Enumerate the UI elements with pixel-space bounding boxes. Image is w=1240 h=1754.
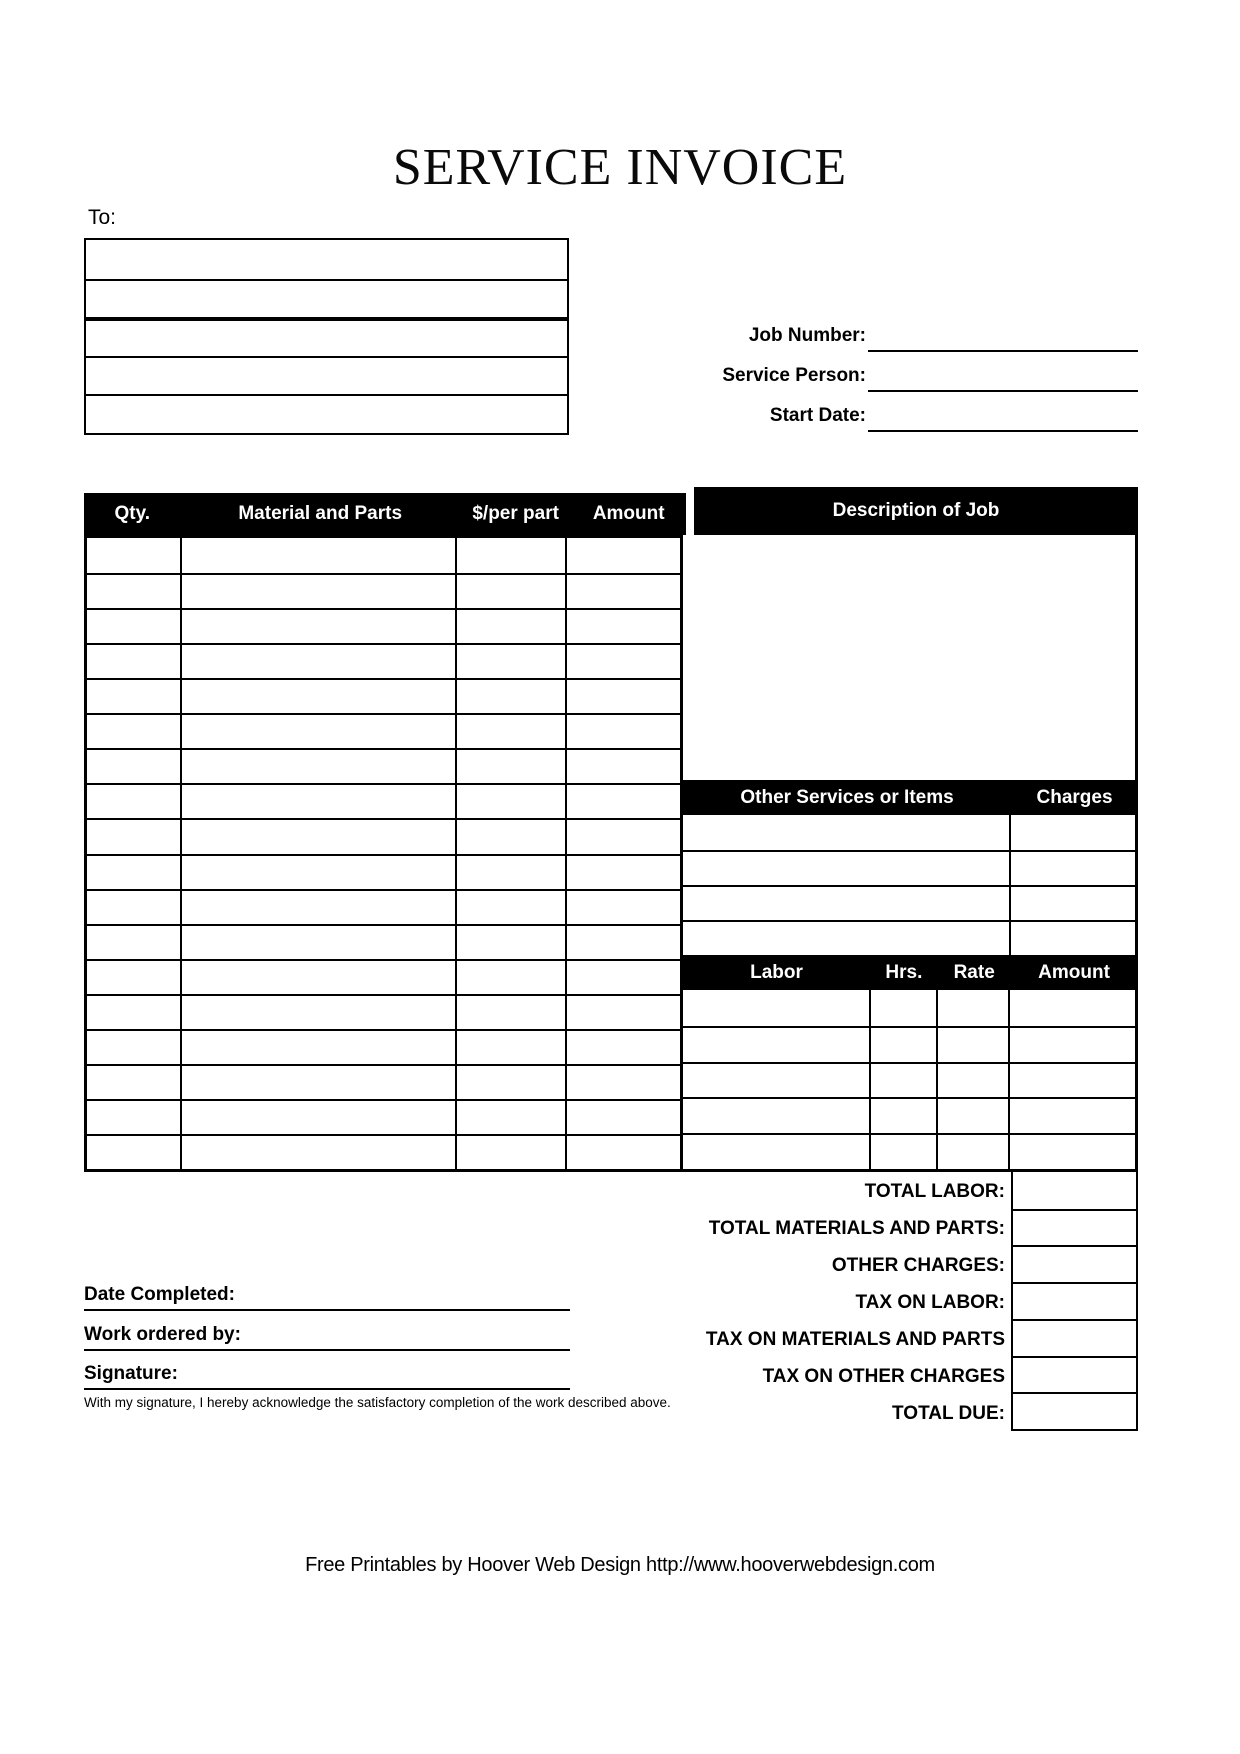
materials-cell[interactable]: [457, 856, 567, 889]
materials-row: [87, 854, 680, 889]
totals-label: TAX ON LABOR:: [855, 1292, 1005, 1313]
materials-row: [87, 1134, 680, 1169]
materials-cell[interactable]: [567, 680, 680, 713]
amount-column-header: Amount: [592, 503, 665, 524]
materials-cell[interactable]: [567, 715, 680, 748]
materials-cell[interactable]: [87, 1101, 182, 1134]
materials-cell[interactable]: [182, 926, 457, 959]
materials-cell[interactable]: [182, 645, 457, 678]
service-person-label: Service Person:: [722, 365, 866, 386]
materials-cell[interactable]: [567, 645, 680, 678]
labor-cell[interactable]: [869, 1135, 936, 1169]
materials-table-body: [84, 535, 683, 1172]
totals-label: TOTAL MATERIALS AND PARTS:: [708, 1218, 1005, 1239]
other-services-row: [683, 850, 1135, 885]
labor-cell[interactable]: [683, 1064, 869, 1098]
materials-cell[interactable]: [457, 750, 567, 783]
materials-cell[interactable]: [457, 785, 567, 818]
labor-row: [683, 1026, 1135, 1062]
materials-cell[interactable]: [182, 1066, 457, 1099]
labor-cell[interactable]: [869, 1064, 936, 1098]
other-services-cell[interactable]: [683, 922, 1009, 955]
materials-cell[interactable]: [87, 645, 182, 678]
materials-cell[interactable]: [567, 575, 680, 608]
description-of-job-area[interactable]: [683, 535, 1138, 780]
charges-header: Charges: [1036, 786, 1113, 808]
recipient-address-row[interactable]: [86, 356, 567, 395]
materials-cell[interactable]: [182, 1031, 457, 1064]
totals-label: TAX ON OTHER CHARGES: [762, 1366, 1005, 1387]
materials-cell[interactable]: [457, 680, 567, 713]
materials-cell[interactable]: [182, 538, 457, 573]
materials-row: [87, 818, 680, 853]
materials-cell[interactable]: [567, 1101, 680, 1134]
qty-column-header: Qty.: [114, 503, 151, 524]
materials-row: [87, 924, 680, 959]
signature-input-line[interactable]: [84, 1362, 570, 1390]
materials-cell[interactable]: [87, 680, 182, 713]
other-services-cell[interactable]: [1009, 815, 1135, 850]
materials-cell[interactable]: [567, 785, 680, 818]
materials-row: [87, 538, 680, 573]
materials-cell[interactable]: [567, 926, 680, 959]
totals-value-cell[interactable]: [1013, 1172, 1136, 1209]
start-date-label: Start Date:: [769, 405, 866, 426]
totals-label: OTHER CHARGES:: [831, 1255, 1005, 1276]
labor-row: [683, 1062, 1135, 1098]
labor-cell[interactable]: [936, 990, 1008, 1026]
materials-cell[interactable]: [87, 785, 182, 818]
other-services-cell[interactable]: [683, 852, 1009, 885]
materials-cell[interactable]: [457, 538, 567, 573]
labor-cell[interactable]: [1008, 1099, 1134, 1133]
totals-value-cell[interactable]: [1013, 1209, 1136, 1246]
materials-cell[interactable]: [457, 645, 567, 678]
labor-header-band: [683, 955, 1138, 990]
material-and-parts-column-header: Material and Parts: [238, 503, 403, 524]
recipient-address-row[interactable]: [86, 394, 567, 433]
materials-cell[interactable]: [182, 785, 457, 818]
materials-row: [87, 783, 680, 818]
materials-cell[interactable]: [182, 575, 457, 608]
job-number-input-line[interactable]: [868, 350, 1138, 352]
labor-cell[interactable]: [869, 1099, 936, 1133]
labor-cell[interactable]: [869, 1028, 936, 1062]
materials-cell[interactable]: [182, 750, 457, 783]
materials-row: [87, 643, 680, 678]
work-ordered-by-input-line[interactable]: [84, 1323, 570, 1351]
materials-cell[interactable]: [457, 1136, 567, 1169]
materials-cell[interactable]: [567, 820, 680, 853]
labor-cell[interactable]: [1008, 1064, 1134, 1098]
materials-cell[interactable]: [87, 820, 182, 853]
materials-cell[interactable]: [182, 856, 457, 889]
materials-cell[interactable]: [567, 891, 680, 924]
materials-row: [87, 994, 680, 1029]
materials-cell[interactable]: [457, 891, 567, 924]
recipient-address-row[interactable]: [86, 317, 567, 356]
materials-cell[interactable]: [567, 996, 680, 1029]
materials-row: [87, 678, 680, 713]
materials-cell[interactable]: [182, 1136, 457, 1169]
materials-cell[interactable]: [567, 856, 680, 889]
totals-value-boxes: [1011, 1172, 1138, 1431]
materials-cell[interactable]: [567, 610, 680, 643]
job-number-label: Job Number:: [748, 325, 866, 346]
totals-value-cell[interactable]: [1013, 1282, 1136, 1319]
labor-row: [683, 990, 1135, 1026]
materials-cell[interactable]: [457, 996, 567, 1029]
materials-cell[interactable]: [87, 715, 182, 748]
signature-label: Signature:: [84, 1363, 178, 1384]
materials-cell[interactable]: [182, 610, 457, 643]
labor-cell[interactable]: [1008, 990, 1134, 1026]
materials-cell[interactable]: [87, 1031, 182, 1064]
materials-cell[interactable]: [87, 1136, 182, 1169]
materials-row: [87, 889, 680, 924]
materials-cell[interactable]: [457, 1066, 567, 1099]
materials-cell[interactable]: [457, 926, 567, 959]
date-completed-input-line[interactable]: [84, 1283, 570, 1311]
totals-label: TOTAL DUE:: [892, 1403, 1005, 1424]
materials-cell[interactable]: [182, 1101, 457, 1134]
signature-disclaimer: With my signature, I hereby acknowledge the satisfactory completion of the work described above.: [84, 1395, 671, 1410]
service-person-input-line[interactable]: [868, 390, 1138, 392]
totals-value-cell[interactable]: [1013, 1392, 1136, 1429]
materials-cell[interactable]: [182, 891, 457, 924]
other-services-row: [683, 885, 1135, 920]
materials-cell[interactable]: [182, 961, 457, 994]
labor-cell[interactable]: [936, 1099, 1008, 1133]
totals-value-cell[interactable]: [1013, 1319, 1136, 1356]
materials-cell[interactable]: [87, 610, 182, 643]
materials-cell[interactable]: [567, 750, 680, 783]
materials-cell[interactable]: [87, 891, 182, 924]
totals-label: TOTAL LABOR:: [864, 1181, 1005, 1202]
labor-cell[interactable]: [683, 990, 869, 1026]
totals-value-cell[interactable]: [1013, 1245, 1136, 1282]
recipient-address-row[interactable]: [86, 240, 567, 279]
materials-cell[interactable]: [457, 575, 567, 608]
materials-cell[interactable]: [567, 961, 680, 994]
labor-cell[interactable]: [683, 1099, 869, 1133]
materials-cell[interactable]: [457, 610, 567, 643]
labor-cell[interactable]: [936, 1064, 1008, 1098]
recipient-address-row[interactable]: [86, 279, 567, 318]
other-services-cell[interactable]: [683, 887, 1009, 920]
materials-cell[interactable]: [182, 680, 457, 713]
other-services-header-band: [683, 780, 1138, 815]
materials-header-band: [84, 493, 686, 535]
materials-cell[interactable]: [567, 1066, 680, 1099]
materials-cell[interactable]: [457, 715, 567, 748]
other-services-row: [683, 815, 1135, 850]
materials-cell[interactable]: [567, 1031, 680, 1064]
labor-amount-column-header: Amount: [1038, 961, 1110, 983]
labor-cell[interactable]: [936, 1135, 1008, 1169]
materials-cell[interactable]: [457, 1031, 567, 1064]
materials-cell[interactable]: [87, 1066, 182, 1099]
materials-cell[interactable]: [457, 961, 567, 994]
recipient-address-box: [84, 238, 569, 435]
description-of-job-header-band: [694, 487, 1138, 535]
materials-row: [87, 608, 680, 643]
materials-cell[interactable]: [87, 926, 182, 959]
materials-cell[interactable]: [567, 1136, 680, 1169]
materials-row: [87, 748, 680, 783]
rate-column-header: Rate: [953, 961, 995, 983]
materials-row: [87, 1099, 680, 1134]
other-services-cell[interactable]: [1009, 887, 1135, 920]
materials-cell[interactable]: [182, 715, 457, 748]
labor-cell[interactable]: [1008, 1135, 1134, 1169]
materials-cell[interactable]: [87, 996, 182, 1029]
page-title: SERVICE INVOICE: [392, 139, 848, 196]
materials-cell[interactable]: [457, 820, 567, 853]
labor-table-body: [683, 990, 1138, 1172]
materials-cell[interactable]: [567, 538, 680, 573]
materials-row: [87, 713, 680, 748]
to-label: To:: [88, 206, 117, 229]
other-services-header: Other Services or Items: [740, 786, 954, 808]
other-services-cell[interactable]: [1009, 922, 1135, 955]
labor-cell[interactable]: [683, 1135, 869, 1169]
materials-cell[interactable]: [457, 1101, 567, 1134]
other-services-cell[interactable]: [683, 815, 1009, 850]
other-services-row: [683, 920, 1135, 955]
labor-cell[interactable]: [683, 1028, 869, 1062]
labor-column-header: Labor: [750, 961, 803, 983]
date-completed-label: Date Completed:: [84, 1284, 235, 1305]
materials-cell[interactable]: [87, 750, 182, 783]
materials-cell[interactable]: [182, 820, 457, 853]
footer-credit: Free Printables by Hoover Web Design http://www.hooverwebdesign.com: [305, 1554, 935, 1576]
totals-value-cell[interactable]: [1013, 1356, 1136, 1393]
materials-row: [87, 1029, 680, 1064]
description-of-job-header: Description of Job: [832, 500, 1000, 521]
labor-cell[interactable]: [1008, 1028, 1134, 1062]
per-part-column-header: $/per part: [472, 503, 559, 524]
materials-cell[interactable]: [87, 856, 182, 889]
labor-row: [683, 1133, 1135, 1169]
materials-row: [87, 1064, 680, 1099]
materials-cell[interactable]: [182, 996, 457, 1029]
totals-label: TAX ON MATERIALS AND PARTS: [705, 1329, 1005, 1350]
other-services-cell[interactable]: [1009, 852, 1135, 885]
materials-row: [87, 959, 680, 994]
labor-row: [683, 1097, 1135, 1133]
hrs-column-header: Hrs.: [885, 961, 923, 983]
work-ordered-by-label: Work ordered by:: [84, 1324, 241, 1345]
other-services-table-body: [683, 815, 1138, 955]
materials-cell[interactable]: [87, 961, 182, 994]
materials-cell[interactable]: [87, 575, 182, 608]
start-date-input-line[interactable]: [868, 430, 1138, 432]
materials-row: [87, 573, 680, 608]
labor-cell[interactable]: [869, 990, 936, 1026]
materials-cell[interactable]: [87, 538, 182, 573]
labor-cell[interactable]: [936, 1028, 1008, 1062]
